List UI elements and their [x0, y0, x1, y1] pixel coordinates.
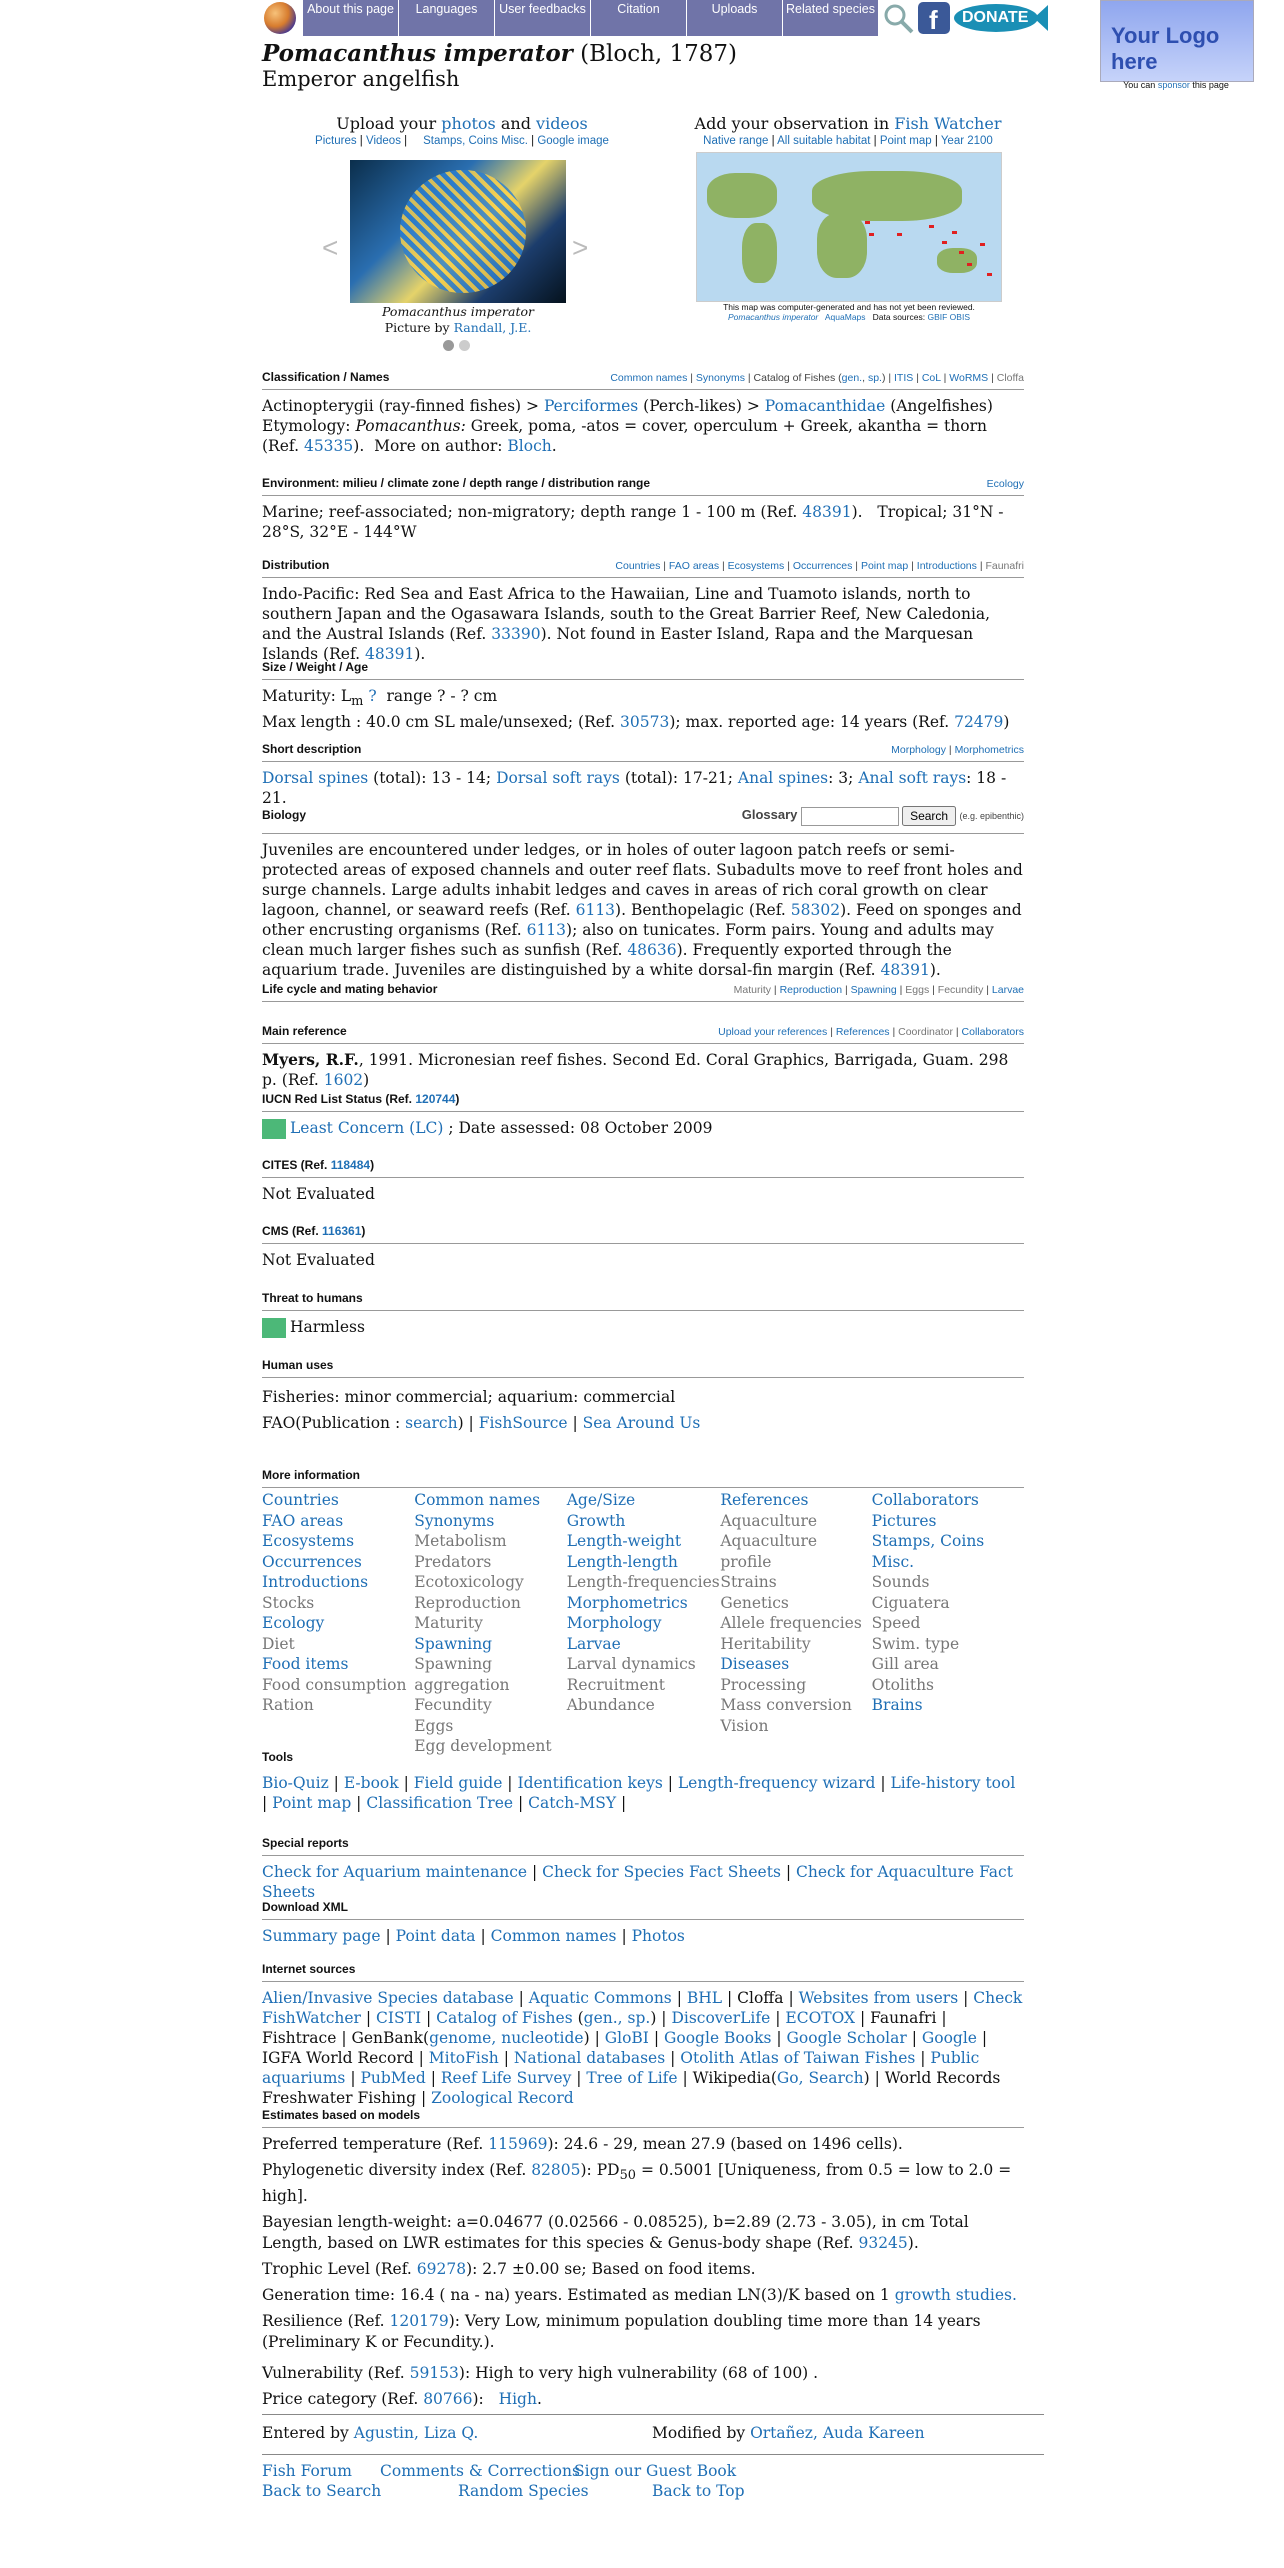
check-fishwatcher-link[interactable]: Check FishWatcher	[262, 1989, 1023, 2027]
ref-link[interactable]: 58302	[790, 901, 841, 919]
entered-by: Entered by Agustin, Liza Q.	[262, 2424, 479, 2442]
back-to-search-link[interactable]: Back to Search	[262, 2482, 382, 2500]
strains-link: Strains	[720, 1573, 777, 1591]
videos-link[interactable]: videos	[536, 114, 588, 133]
dorsal-soft-rays-link[interactable]: Dorsal soft rays	[496, 769, 620, 787]
more-info-column	[414, 1490, 567, 1757]
ref-link[interactable]: 6113	[526, 921, 567, 939]
ecosystems-link[interactable]: Ecosystems	[727, 560, 785, 572]
google-link[interactable]: Google	[921, 2029, 977, 2047]
ref-link[interactable]: 115969	[488, 2135, 548, 2153]
ref-link[interactable]: 72479	[954, 713, 1004, 732]
genbank-link: GenBank	[351, 2029, 424, 2047]
threat-badge	[262, 1318, 286, 1338]
more-info-column	[262, 1490, 414, 1757]
otoliths-link: Otoliths	[871, 1675, 935, 1694]
cms-section: CMS (Ref. 116361) Not Evaluated	[262, 1224, 1024, 1270]
modified-by-link[interactable]: Ortañez, Auda Kareen	[750, 2424, 925, 2442]
identification-keys-link[interactable]: Identification keys	[517, 1774, 663, 1792]
morphometrics-link[interactable]: Morphometrics	[954, 744, 1024, 756]
diet-link: Diet	[262, 1634, 295, 1653]
fishtrace-link: Fishtrace	[262, 2029, 337, 2047]
ecosystems-link[interactable]: Ecosystems	[262, 1532, 355, 1550]
life-cycle-section: Life cycle and mating behavior Maturity | Reproduction | Spawning | Eggs | Fecundity | Larvae	[262, 982, 1024, 1002]
countries-link[interactable]: Countries	[615, 560, 661, 572]
price-category-link[interactable]: High	[498, 2390, 537, 2409]
ecology-link[interactable]: Ecology	[262, 1614, 325, 1632]
ref-link[interactable]: 30573	[620, 713, 670, 732]
discoverlife-link[interactable]: DiscoverLife	[671, 2009, 771, 2027]
cites-section: CITES (Ref. 118484) Not Evaluated	[262, 1158, 1024, 1204]
prev-arrow-icon[interactable]: <	[322, 232, 339, 263]
pictures-link[interactable]: Pictures	[871, 1511, 937, 1530]
nav-about[interactable]: About this page	[302, 0, 398, 36]
sea-around-us-link[interactable]: Sea Around Us	[582, 1414, 701, 1432]
short-description-section: Short description Morphology | Morphometrics Dorsal spines (total): 13 - 14; Dorsal soft rays (total): 17-21; Anal spines: 3; Anal soft rays: 18 - 21.	[262, 742, 1024, 807]
life-history-tool-link[interactable]: Life-history tool	[890, 1774, 1016, 1792]
distribution-section: Distribution Countries | FAO areas | Ecosystems | Occurrences | Point map | Introductions | Faunafri Indo-Pacific: Red Sea and East Africa to the Hawaiian, Line and Tuamoto islands, north to southern Japan and the Ogasawara Islands, south to the Great Barrier Reef, New Caledonia, and the Austral Islands (Ref. 33390). Not found in Easter Island, Rapa and the Marquesan Islands (Ref. 48391).	[262, 558, 1024, 663]
metabolism-link: Metabolism	[414, 1532, 507, 1550]
photos-link[interactable]: photos	[441, 114, 496, 133]
carousel-dot[interactable]	[459, 340, 470, 351]
introductions-link[interactable]: Introductions	[262, 1573, 369, 1591]
countries-link[interactable]: Countries	[262, 1491, 339, 1509]
growth-studies-link[interactable]: growth studies.	[894, 2286, 1017, 2305]
collaborators-link[interactable]: Collaborators	[961, 1026, 1024, 1038]
brains-link[interactable]: Brains	[871, 1696, 923, 1714]
svg-text:f: f	[929, 5, 938, 34]
growth-link[interactable]: Growth	[566, 1511, 626, 1530]
references-link[interactable]: References	[720, 1491, 809, 1509]
nav-citation[interactable]: Citation	[590, 0, 686, 36]
species-photo[interactable]	[350, 160, 566, 303]
anal-spines-link[interactable]: Anal spines	[737, 769, 829, 787]
guest-book-link[interactable]: Sign our Guest Book	[574, 2462, 737, 2480]
stamps-link[interactable]: Stamps, Coins Misc.	[423, 135, 528, 147]
threat-section: Threat to humans Harmless	[262, 1291, 1024, 1338]
ref-link[interactable]: 93245	[858, 2234, 908, 2253]
gbif-link[interactable]: GBIF	[927, 312, 948, 322]
speed-link: Speed	[871, 1614, 921, 1632]
food-items-link[interactable]: Food items	[262, 1655, 349, 1673]
ecotox-link[interactable]: ECOTOX	[785, 2009, 856, 2027]
reproduction-link: Reproduction	[414, 1593, 521, 1612]
food-consumption-link: Food consumption	[262, 1675, 407, 1694]
worms-link[interactable]: WoRMS	[949, 372, 989, 384]
pubmed-link[interactable]: PubMed	[360, 2069, 426, 2087]
environment-section: Environment: milieu / climate zone / depth range / distribution range Ecology Marine; reef-associated; non-migratory; depth range 1 - 100 m (Ref. 48391). Tropical; 31°N - 28°S, 32°E - 144°W	[262, 476, 1024, 541]
ref-link[interactable]: 6113	[575, 901, 616, 919]
abundance-link: Abundance	[566, 1696, 655, 1714]
maturity-help-link[interactable]: ?	[368, 687, 377, 705]
entered-by-link[interactable]: Agustin, Liza Q.	[353, 2424, 479, 2442]
classification-section: Classification / Names Common names | Synonyms | Catalog of Fishes (gen., sp.) | ITIS | CoL | WoRMS | Cloffa Actinopterygii (ray-finned fishes) > Perciformes (Perch-likes) > Pomacanthidae (Angelfishes) Etymology: Pomacanthus: Greek, poma, -atos = cover, operculum + Greek, akantha = thorn (Ref. 45335). More on author: Bloch.	[262, 370, 1024, 455]
point-map-link[interactable]: Point map	[860, 560, 909, 572]
public-aquariums-link[interactable]: Public aquariums	[262, 2049, 980, 2087]
fao-areas-link[interactable]: FAO areas	[262, 1511, 344, 1530]
size-section: Size / Weight / Age Maturity: $L_m$ ? range ? - ? cm Max length : 40.0 cm SL male/unsexed; (Ref. 30573); max. reported age: 14 years (Ref. 72479)	[262, 660, 1024, 732]
donate-button[interactable]	[954, 2, 1048, 34]
models-section: Estimates based on models Preferred temperature (Ref. 115969): 24.6 - 29, mean 27.9 (based on 1496 cells). Phylogenetic diversity index (Ref. 82805): $PD_{50} = 0.5001$ [Uniqueness, from 0.5 = low to 2.0 = high]. Bayesian length-weight: a=0.04677 (0.02566 - 0.08525), b=2.89 (2.73 - 3.05), in cm Total Length, based on LWR estimates for this species & Genus-body shape (Ref. 93245). Trophic Level (Ref. 69278): 2.7 ±0.00 se; Based on food items. Generation time: 16.4 ( na - na) years. Estimated as median LN(3)/K based on 1 growth studies. Resilience (Ref. 120179): Very Low, minimum population doubling time more than 14 years (Preliminary K or Fecundity.). Vulnerability (Ref. 59153): High to very high vulnerability (68 of 100) . Price category (Ref. 80766): High.	[262, 2108, 1024, 2410]
itis-link[interactable]: ITIS	[894, 372, 914, 384]
tree-of-life-link[interactable]: Tree of Life	[586, 2069, 678, 2087]
aquamaps-species-link[interactable]: Pomacanthus imperator	[728, 312, 819, 322]
eggs-link: Eggs	[414, 1716, 454, 1735]
ref-link[interactable]: 1602	[323, 1071, 364, 1089]
genetics-link: Genetics	[720, 1593, 789, 1612]
ref-link[interactable]: 82805	[531, 2161, 581, 2179]
aquatic-commons-link[interactable]: Aquatic Commons	[528, 1989, 672, 2007]
sponsor-link[interactable]: sponsor	[1157, 80, 1190, 90]
e-book-link[interactable]: E-book	[343, 1774, 399, 1792]
next-arrow-icon[interactable]: >	[572, 232, 589, 263]
page-title: Pomacanthus imperator (Bloch, 1787)	[262, 40, 738, 67]
ref-link[interactable]: 120179	[389, 2312, 449, 2331]
length-weight-link[interactable]: Length-weight	[566, 1532, 682, 1550]
pictures-link[interactable]: Pictures	[315, 135, 357, 147]
ecology-link[interactable]: Ecology	[986, 478, 1024, 490]
map-caption: This map was computer-generated and has not yet been reviewed. Pomacanthus imperator AquaMaps Data sources: GBIF OBIS	[723, 302, 975, 322]
year-2100-link[interactable]: Year 2100	[940, 135, 993, 147]
obis-link[interactable]: OBIS	[949, 312, 970, 322]
carousel-dot-active[interactable]	[443, 340, 454, 351]
logo-text: Your Logo here	[1111, 23, 1220, 74]
references-link[interactable]: References	[835, 1026, 890, 1038]
check-for-aquaculture-fact-sheets-link[interactable]: Check for Aquaculture Fact Sheets	[262, 1863, 1013, 1901]
suitable-habitat-link[interactable]: All suitable habitat	[777, 135, 871, 147]
footer-divider	[262, 2414, 1044, 2415]
distribution-map[interactable]	[696, 152, 1002, 302]
search-icon[interactable]	[882, 2, 914, 34]
footer-divider	[262, 2454, 1044, 2455]
ref-link[interactable]: 45335	[303, 437, 354, 455]
iucn-status-link[interactable]: Least Concern (LC)	[290, 1119, 444, 1137]
aquamaps-link[interactable]: AquaMaps	[824, 312, 866, 322]
wikipedia-link: Wikipedia	[692, 2069, 771, 2087]
ciguatera-link: Ciguatera	[871, 1593, 950, 1612]
cisti-link[interactable]: CISTI	[376, 2009, 422, 2027]
heritability-link: Heritability	[720, 1634, 811, 1653]
national-databases-link[interactable]: National databases	[513, 2049, 666, 2067]
ration-link: Ration	[262, 1696, 314, 1714]
allele-frequencies-link: Allele frequencies	[720, 1614, 862, 1632]
length-frequencies-link: Length-frequencies	[566, 1573, 720, 1591]
ref-link[interactable]: 33390	[491, 625, 541, 643]
swim-type-link: Swim. type	[871, 1634, 960, 1653]
diseases-link[interactable]: Diseases	[720, 1655, 790, 1673]
dorsal-spines-link[interactable]: Dorsal spines	[262, 769, 369, 787]
biology-section: Biology Glossary Search (e.g. epibenthic) Juveniles are encountered under ledges, or in holes of outer lagoon patch reefs or semi-protected areas of exposed channels and outer reef flats. Subadults move to reef front holes and surge channels. Large adults inhabit ledges and caves in areas of rich coral growth on clear lagoon, channel, or seaward reefs (Ref. 6113). Benthopelagic (Ref. 58302). Feed on sponges and other encrusting organisms (Ref. 6113); also on tunicates. Form pairs. Young and adults may clean much larger fishes such as sunfish (Ref. 48636). Frequently exported through the aquarium trade. Juveniles are distinguished by a white dorsal-fin margin (Ref. 48391).	[262, 807, 1024, 979]
nav-feedbacks[interactable]: User feedbacks	[494, 0, 590, 36]
larvae-link[interactable]: Larvae	[566, 1634, 621, 1653]
back-to-top-link[interactable]: Back to Top	[652, 2482, 745, 2500]
stamps-coins-misc-link[interactable]: Stamps, Coins Misc.	[871, 1532, 985, 1571]
main-reference-section: Main reference Upload your references | References | Coordinator | Collaborators Myers, R.F., 1991. Micronesian reef fishes. Second Ed. Coral Graphics, Barrigada, Guam. 298 p. (Ref. 1602)	[262, 1024, 1024, 1089]
collaborators-link[interactable]: Collaborators	[871, 1491, 979, 1509]
aquaculture-link: Aquaculture	[720, 1511, 818, 1530]
length-length-link[interactable]: Length-length	[566, 1552, 678, 1571]
spawning-aggregation-link: Spawning aggregation	[414, 1655, 510, 1694]
ref-link[interactable]: 48391	[880, 961, 930, 979]
globi-link[interactable]: GloBI	[604, 2029, 649, 2047]
check-for-species-fact-sheets-link[interactable]: Check for Species Fact Sheets	[542, 1863, 781, 1881]
ref-link[interactable]: 48636	[627, 941, 677, 959]
ref-link[interactable]: 118484	[330, 1158, 371, 1172]
videos-small-link[interactable]: Videos	[365, 135, 401, 147]
point-data-link[interactable]: Point data	[395, 1927, 476, 1945]
common-name: Emperor angelfish	[262, 67, 460, 91]
photos-link[interactable]: Photos	[631, 1927, 685, 1945]
introductions-link[interactable]: Introductions	[916, 560, 977, 572]
length-frequency-wizard-link[interactable]: Length-frequency wizard	[677, 1774, 876, 1792]
internet-sub-links[interactable]: genome, nucleotide	[429, 2029, 584, 2047]
google-scholar-link[interactable]: Google Scholar	[786, 2029, 907, 2047]
websites-from-users-link[interactable]: Websites from users	[798, 1989, 959, 2007]
mitofish-link[interactable]: MitoFish	[428, 2049, 499, 2067]
upload-references-link[interactable]: Upload your references	[718, 1026, 828, 1038]
mass-conversion-link: Mass conversion	[720, 1696, 852, 1714]
point-map-link[interactable]: Point map	[879, 135, 932, 147]
human-uses-section: Human uses Fisheries: minor commercial; aquarium: commercial FAO(Publication : search) | FishSource | Sea Around Us	[262, 1358, 1024, 1436]
photographer-link[interactable]: Randall, J.E.	[453, 320, 532, 335]
stocks-link: Stocks	[262, 1593, 315, 1612]
fao-search-link[interactable]: search	[405, 1414, 458, 1432]
more-information-section: More information Countries FAO areas Ecosystems Occurrences Introductions Stocks Ecology Diet Food items Food consumption Ration Common names Synonyms Metabolism Predators Ecotoxicology Reproduction Maturity Spawning Spawning aggregation Fecundity Eggs Egg development Age/Size Growth Length-weight Length-length Length-frequencies Morphometrics Morphology Larvae Larval dynamics Recruitment Abundance References Aquaculture Aquaculture profile Strains Genetics Allele frequencies Heritability Diseases Processing Mass conversion Vision Collaborators Pictures Stamps, Coins Misc. Sounds Ciguatera Speed Swim. type Gill area Otoliths Brains	[262, 1468, 1024, 1757]
bio-quiz-link[interactable]: Bio-Quiz	[262, 1774, 329, 1792]
nav-languages[interactable]: Languages	[398, 0, 494, 36]
family-link[interactable]: Pomacanthidae	[764, 397, 886, 415]
zoological-record-link[interactable]: Zoological Record	[431, 2089, 574, 2107]
morphometrics-link[interactable]: Morphometrics	[566, 1593, 688, 1612]
nav-uploads[interactable]: Uploads	[686, 0, 782, 36]
egg-development-link: Egg development	[414, 1737, 552, 1755]
bhl-link[interactable]: BHL	[686, 1989, 723, 2007]
alien-invasive-species-database-link[interactable]: Alien/Invasive Species database	[262, 1989, 514, 2007]
spawning-link[interactable]: Spawning	[414, 1634, 493, 1653]
ref-link[interactable]: 59153	[409, 2364, 459, 2383]
common-names-link[interactable]: Common names	[490, 1927, 617, 1945]
gill-area-link: Gill area	[871, 1655, 939, 1673]
synonyms-link[interactable]: Synonyms	[414, 1511, 495, 1530]
glossary-input[interactable]	[801, 807, 899, 826]
photo-caption: Pomacanthus imperator Picture by Randall, J.E.	[382, 304, 534, 335]
special-reports-section: Special reports Check for Aquarium maintenance | Check for Species Fact Sheets | Check for Aquaculture Fact Sheets	[262, 1836, 1024, 1902]
ref-link[interactable]: 48391	[365, 645, 415, 663]
native-range-link[interactable]: Native range	[703, 135, 769, 147]
larval-dynamics-link: Larval dynamics	[566, 1655, 696, 1673]
sounds-link: Sounds	[871, 1573, 930, 1591]
field-guide-link[interactable]: Field guide	[413, 1774, 503, 1792]
morphology-link[interactable]: Morphology	[566, 1614, 662, 1632]
ref-link[interactable]: 120744	[415, 1092, 456, 1106]
age-size-link[interactable]: Age/Size	[566, 1491, 636, 1509]
aquaculture-profile-link: Aquaculture profile	[720, 1532, 818, 1571]
random-species-link[interactable]: Random Species	[458, 2482, 589, 2500]
globe-icon[interactable]	[264, 2, 296, 34]
more-info-column	[872, 1490, 1024, 1757]
common-names-link[interactable]: Common names	[414, 1491, 541, 1509]
author-link[interactable]: Bloch	[507, 437, 552, 455]
catch-msy-link[interactable]: Catch-MSY	[528, 1794, 617, 1812]
ref-link[interactable]: 48391	[802, 503, 852, 521]
ref-link[interactable]: 69278	[416, 2260, 467, 2279]
vision-link: Vision	[720, 1716, 769, 1735]
ecotoxicology-link: Ecotoxicology	[414, 1573, 524, 1591]
gen-link[interactable]: gen.	[841, 372, 863, 384]
point-map-link[interactable]: Point map	[272, 1794, 352, 1812]
reproduction-link[interactable]: Reproduction	[779, 984, 843, 996]
cloffa-link: Cloffa	[737, 1989, 784, 2007]
summary-page-link[interactable]: Summary page	[262, 1927, 381, 1945]
reef-life-survey-link[interactable]: Reef Life Survey	[440, 2069, 572, 2087]
morphology-link[interactable]: Morphology	[891, 744, 946, 756]
common-names-link[interactable]: Common names	[610, 372, 688, 384]
facebook-icon[interactable]	[918, 2, 950, 34]
catalog-of-fishes-link[interactable]: Catalog of Fishes	[436, 2009, 573, 2027]
col-link[interactable]: CoL	[921, 372, 941, 384]
donate-label: DONATE	[962, 9, 1029, 26]
glossary-search-button[interactable]: Search	[902, 806, 956, 826]
logo-caption: You can sponsor this page	[1123, 80, 1229, 90]
larvae-link[interactable]: Larvae	[991, 984, 1024, 996]
modified-by: Modified by Ortañez, Auda Kareen	[652, 2424, 925, 2442]
internet-sub-links[interactable]: Go, Search	[776, 2069, 864, 2087]
processing-link: Processing	[720, 1675, 807, 1694]
google-image-link[interactable]: Google image	[537, 135, 609, 147]
occurrences-link[interactable]: Occurrences	[792, 560, 853, 572]
anal-soft-rays-link[interactable]: Anal soft rays	[858, 769, 967, 787]
nav-related[interactable]: Related species	[782, 0, 878, 36]
maturity-link: Maturity	[414, 1614, 483, 1632]
ref-link[interactable]: 80766	[423, 2390, 473, 2409]
tools-section: Tools Bio-Quiz | E-book | Field guide | Identification keys | Length-frequency wizard | Life-history tool | Point map | Classification Tree | Catch-MSY |	[262, 1750, 1016, 1812]
fishsource-link[interactable]: FishSource	[478, 1414, 568, 1432]
comments-link[interactable]: Comments & Corrections	[380, 2462, 580, 2480]
sp-link[interactable]: sp.	[867, 372, 882, 384]
observe-block: Add your observation in Fish Watcher Native range | All suitable habitat | Point map | Year 2100	[694, 114, 1002, 147]
more-info-column	[720, 1490, 871, 1757]
fecundity-link: Fecundity	[414, 1696, 492, 1714]
otolith-atlas-of-taiwan-fishes-link[interactable]: Otolith Atlas of Taiwan Fishes	[680, 2049, 916, 2067]
faunafri-link: Faunafri	[870, 2009, 937, 2027]
internet-sources-section: Internet sources Alien/Invasive Species database | Aquatic Commons | BHL | Cloffa | Websites from users | Check FishWatcher | CISTI | Catalog of Fishes (gen., sp.) | DiscoverLife | ECOTOX | Faunafri | Fishtrace | GenBank(genome, nucleotide) | GloBI | Google Books | Google Scholar | Google | IGFA World Record | MitoFish | National databases | Otolith Atlas of Taiwan Fishes | Public aquariums | PubMed | Reef Life Survey | Tree of Life | Wikipedia(Go, Search) | World Records Freshwater Fishing | Zoological Record	[262, 1962, 1023, 2107]
ref-link[interactable]: 116361	[322, 1224, 362, 1238]
order-link[interactable]: Perciformes	[543, 397, 639, 415]
recruitment-link: Recruitment	[566, 1675, 665, 1694]
fish-watcher-link[interactable]: Fish Watcher	[894, 114, 1002, 133]
check-for-aquarium-maintenance-link[interactable]: Check for Aquarium maintenance	[262, 1863, 528, 1881]
classification-tree-link[interactable]: Classification Tree	[366, 1794, 514, 1812]
status-badge	[262, 1119, 286, 1139]
igfa-world-record-link: IGFA World Record	[262, 2049, 414, 2067]
upload-block: Upload your photos and videos Pictures | Videos | Stamps, Coins Misc. | Google image	[315, 114, 609, 147]
sponsor-logo[interactable]	[1100, 0, 1254, 82]
occurrences-link[interactable]: Occurrences	[262, 1552, 362, 1571]
download-xml-section: Download XML Summary page | Point data | Common names | Photos	[262, 1900, 1024, 1946]
predators-link: Predators	[414, 1552, 492, 1571]
synonyms-link[interactable]: Synonyms	[695, 372, 745, 384]
world-records-freshwater-fishing-link: World Records Freshwater Fishing	[262, 2069, 1001, 2107]
more-info-column	[567, 1490, 721, 1757]
fish-forum-link[interactable]: Fish Forum	[262, 2462, 352, 2480]
google-books-link[interactable]: Google Books	[664, 2029, 772, 2047]
spawning-link[interactable]: Spawning	[850, 984, 897, 996]
fao-areas-link[interactable]: FAO areas	[668, 560, 720, 572]
iucn-section: IUCN Red List Status (Ref. 120744) Least Concern (LC) ; Date assessed: 08 October 2009	[262, 1092, 1024, 1139]
internet-sub-links[interactable]: gen., sp.	[583, 2009, 651, 2027]
